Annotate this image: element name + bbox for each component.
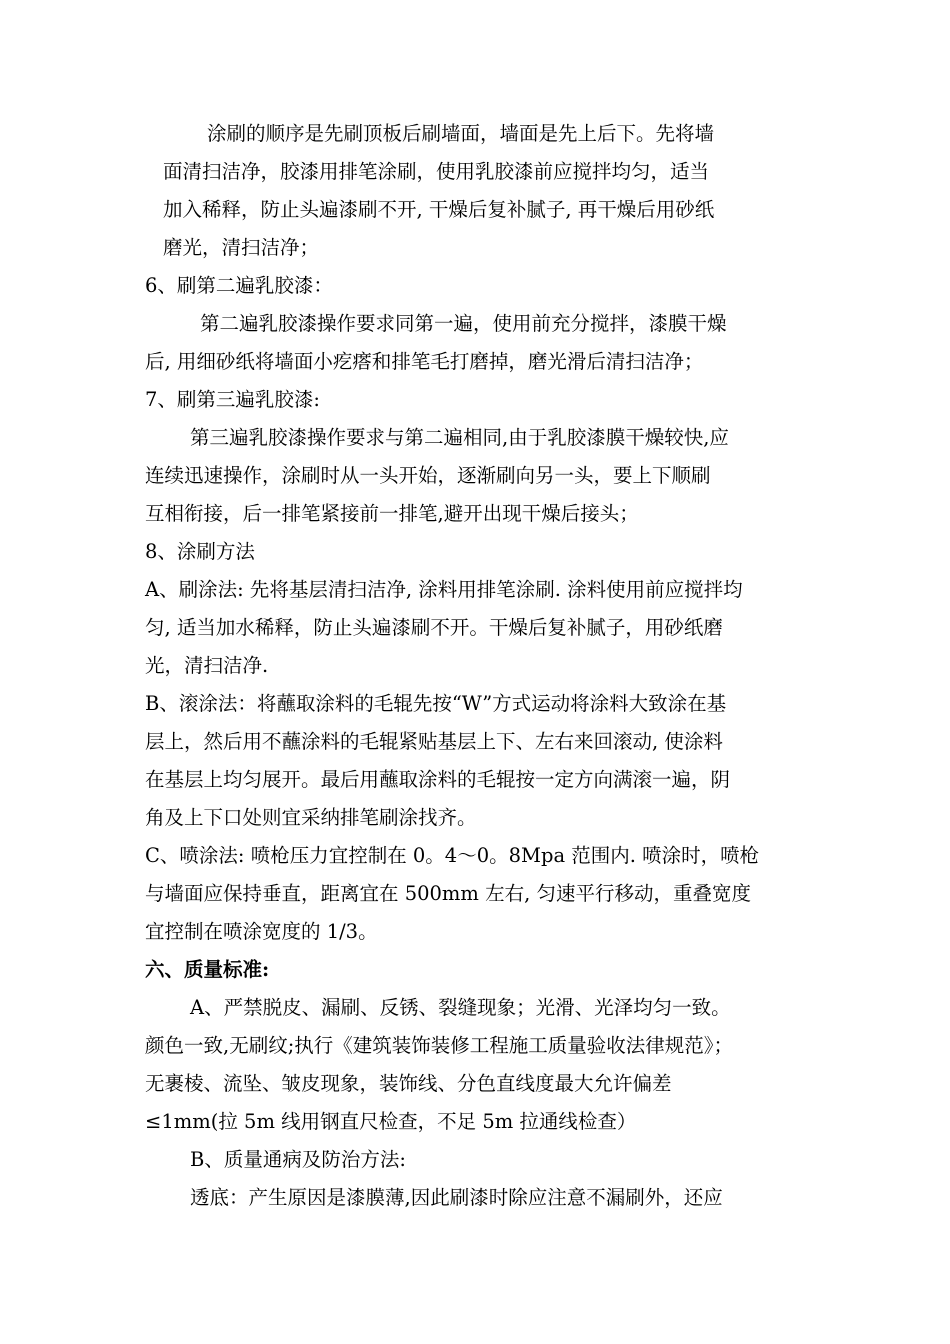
paragraph-line: 磨光，清扫洁净；: [163, 236, 320, 259]
paragraph-line: ≤1mm(拉 5m 线用钢直尺检查，不足 5m 拉通线检查）: [145, 1110, 637, 1133]
paragraph-line: 无裹棱、流坠、皱皮现象，装饰线、分色直线度最大允许偏差: [145, 1072, 672, 1095]
paragraph-line: 连续迅速操作，涂刷时从一头开始，逐渐刷向另一头，要上下顺刷: [145, 464, 711, 487]
paragraph-line: 透底：产生原因是漆膜薄,因此刷漆时除应注意不漏刷外，还应: [190, 1186, 723, 1209]
paragraph-line: 在基层上均匀展开。最后用蘸取涂料的毛辊按一定方向满滚一遍，阴: [145, 768, 731, 791]
paragraph-line: A、刷涂法: 先将基层清扫洁净, 涂料用排笔涂刷. 涂料使用前应搅拌均: [145, 578, 743, 601]
paragraph-line: 涂刷的顺序是先刷顶板后刷墙面，墙面是先上后下。先将墙: [207, 122, 715, 145]
paragraph-line: 加入稀释，防止头遍漆刷不开, 干燥后复补腻子, 再干燥后用砂纸: [163, 198, 715, 221]
paragraph-line: 互相衔接，后一排笔紧接前一排笔,避开出现干燥后接头；: [145, 502, 639, 525]
paragraph-line: 宜控制在喷涂宽度的 1/3。: [145, 920, 378, 943]
paragraph-line: 匀, 适当加水稀释，防止头遍漆刷不开。干燥后复补腻子，用砂纸磨: [145, 616, 723, 639]
section-heading-7: 7、刷第三遍乳胶漆:: [145, 388, 320, 411]
subsection-heading: B、质量通病及防治方法:: [190, 1148, 406, 1171]
section-heading-quality: 六、质量标准:: [145, 958, 270, 981]
section-heading-6: 6、刷第二遍乳胶漆：: [145, 274, 333, 297]
section-heading-8: 8、涂刷方法: [145, 540, 255, 563]
paragraph-line: 层上，然后用不蘸涂料的毛辊紧贴基层上下、左右来回滚动, 使涂料: [145, 730, 723, 753]
paragraph-line: 光，清扫洁净.: [145, 654, 269, 677]
paragraph-line: 颜色一致,无刷纹;执行《建筑装饰装修工程施工质量验收法律规范》；: [145, 1034, 734, 1057]
paragraph-line: 第二遍乳胶漆操作要求同第一遍，使用前充分搅拌，漆膜干燥: [200, 312, 727, 335]
paragraph-line: A、严禁脱皮、漏刷、反锈、裂缝现象；光滑、光泽均匀一致。: [190, 996, 731, 1019]
paragraph-line: 面清扫洁净，胶漆用排笔涂刷，使用乳胶漆前应搅拌均匀，适当: [163, 160, 710, 183]
paragraph-line: 角及上下口处则宜采纳排笔刷涂找齐。: [145, 806, 477, 829]
paragraph-line: 第三遍乳胶漆操作要求与第二遍相同,由于乳胶漆膜干燥较快,应: [190, 426, 729, 449]
paragraph-line: 与墙面应保持垂直，距离宜在 500mm 左右, 匀速平行移动，重叠宽度: [145, 882, 751, 905]
paragraph-line: B、滚涂法：将蘸取涂料的毛辊先按“W”方式运动将涂料大致涂在基: [145, 692, 727, 715]
paragraph-line: 后, 用细砂纸将墙面小疙瘩和排笔毛打磨掉，磨光滑后清扫洁净；: [145, 350, 704, 373]
paragraph-line: C、喷涂法: 喷枪压力宜控制在 0。4～0。8Mpa 范围内. 喷涂时，喷枪: [145, 844, 760, 867]
